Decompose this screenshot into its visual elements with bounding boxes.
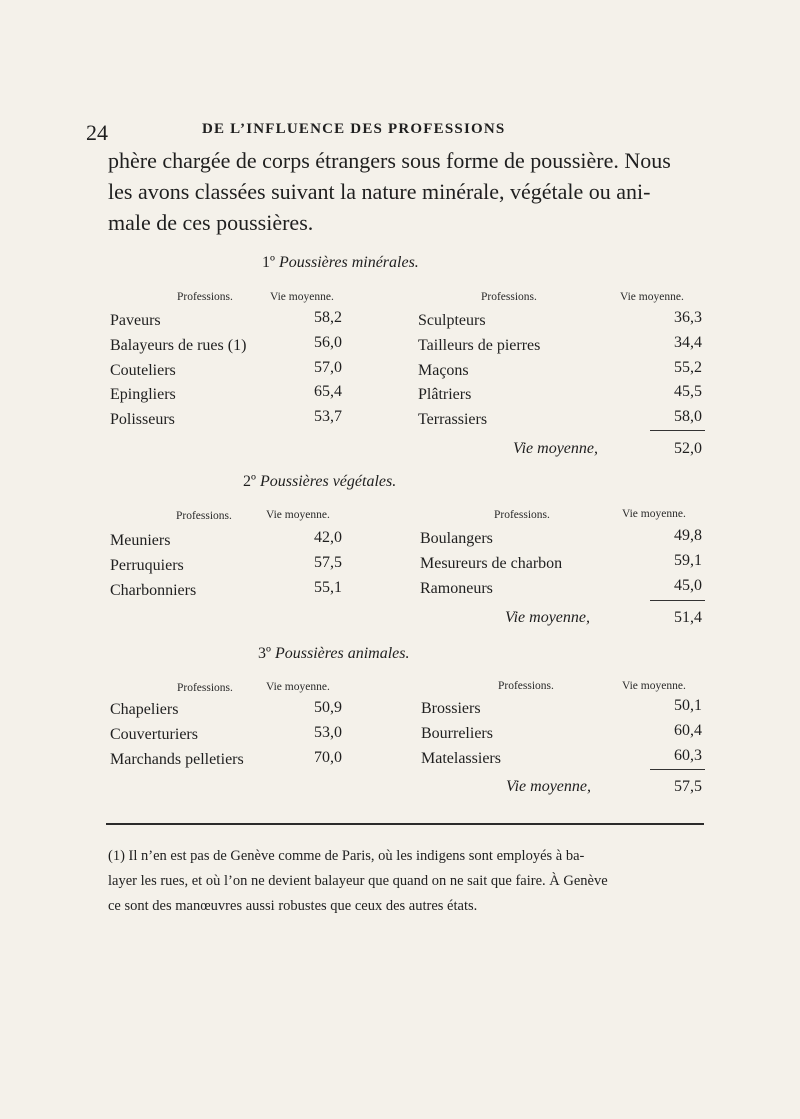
s2-right-header-professions: Professions. — [494, 509, 550, 521]
s1-sum-rule — [650, 430, 705, 431]
s3-right-name: Bourreliers — [421, 725, 493, 742]
s3-left-value: 50,9 — [314, 699, 342, 716]
intro-line-1: phère chargée de corps étrangers sous forme de poussière. Nous — [108, 148, 671, 173]
s2-average-value: 51,4 — [674, 609, 702, 626]
footnote-line-1: (1) Il n’en est pas de Genève comme de Paris, où les indigens sont employés à ba- — [108, 848, 585, 864]
s1-left-value: 53,7 — [314, 408, 342, 425]
s1-right-name: Sculpteurs — [418, 312, 486, 329]
s1-average — [513, 440, 598, 458]
s2-left-name: Charbonniers — [110, 582, 197, 599]
s3-right-name: Brossiers — [421, 700, 481, 717]
intro-line-3: male de ces poussières. — [108, 210, 314, 235]
s3-right-header-vie: Vie moyenne. — [622, 680, 686, 692]
s3-right-value: 60,3 — [674, 747, 702, 764]
s1-left-value: 57,0 — [314, 359, 342, 376]
s3-right-header-professions: Professions. — [498, 680, 554, 692]
s3-left-header-vie: Vie moyenne. — [266, 681, 330, 693]
s2-right-name: Boulangers — [420, 530, 493, 547]
s1-right-name: Tailleurs de pierres — [418, 337, 541, 354]
s1-left-name: Paveurs — [110, 312, 161, 329]
s1-average-label: Vie moyenne, — [513, 440, 598, 457]
s3-right-value: 60,4 — [674, 722, 702, 739]
s2-right-value: 49,8 — [674, 527, 702, 544]
s3-average-value: 57,5 — [674, 778, 702, 795]
section-2-title-text: Poussières végétales. — [259, 473, 397, 490]
s3-left-value: 53,0 — [314, 724, 342, 741]
s1-right-value: 55,2 — [674, 359, 702, 376]
s3-right-value: 50,1 — [674, 697, 702, 714]
s2-right-name: Mesureurs de charbon — [420, 555, 563, 572]
s1-right-value: 34,4 — [674, 334, 702, 351]
s2-sum-rule — [650, 600, 705, 601]
section-1-number: 1º — [262, 254, 275, 271]
s3-left-name: Marchands pelletiers — [110, 751, 244, 768]
s2-left-value: 42,0 — [314, 529, 342, 546]
s2-left-name: Meuniers — [110, 532, 171, 549]
s3-left-name: Chapeliers — [110, 701, 179, 718]
section-3-title-text: Poussières animales. — [274, 645, 410, 662]
intro-line-2: les avons classées suivant la nature minérale, végétale ou ani- — [108, 179, 651, 204]
s1-right-header-professions: Professions. — [481, 291, 537, 303]
section-2-title — [243, 473, 396, 491]
s2-left-value: 55,1 — [314, 579, 342, 596]
s1-left-value: 65,4 — [314, 383, 342, 400]
running-header: DE L’INFLUENCE DES PROFESSIONS — [202, 121, 506, 137]
s2-right-header-vie: Vie moyenne. — [622, 508, 686, 520]
s1-average-value: 52,0 — [674, 440, 702, 457]
s2-left-header-professions: Professions. — [176, 510, 232, 522]
s1-left-header-vie: Vie moyenne. — [270, 291, 334, 303]
s1-right-name: Plâtriers — [418, 386, 472, 403]
page-number: 24 — [86, 120, 108, 145]
footnote-line-2: layer les rues, et où l’on ne devient balayeur que quand on ne sait que faire. À Genève — [108, 873, 608, 889]
s2-right-value: 59,1 — [674, 552, 702, 569]
section-1-title — [262, 254, 419, 272]
s1-left-name: Polisseurs — [110, 411, 175, 428]
s2-average — [505, 609, 590, 627]
s1-left-name: Couteliers — [110, 362, 176, 379]
s2-left-name: Perruquiers — [110, 557, 184, 574]
s3-average — [506, 778, 591, 796]
s1-right-value: 45,5 — [674, 383, 702, 400]
s1-right-name: Maçons — [418, 362, 469, 379]
s3-average-label: Vie moyenne, — [506, 778, 591, 795]
s1-right-header-vie: Vie moyenne. — [620, 291, 684, 303]
s1-left-value: 56,0 — [314, 334, 342, 351]
footnote-line-3: ce sont des manœuvres aussi robustes que ceux des autres états. — [108, 898, 478, 914]
footnote-separator — [106, 823, 704, 825]
s3-left-name: Couverturiers — [110, 726, 198, 743]
s2-left-value: 57,5 — [314, 554, 342, 571]
s1-right-value: 58,0 — [674, 408, 702, 425]
s3-left-header-professions: Professions. — [177, 682, 233, 694]
s2-right-value: 45,0 — [674, 577, 702, 594]
s1-left-value: 58,2 — [314, 309, 342, 326]
section-1-title-text: Poussières minérales. — [278, 254, 419, 271]
s1-left-name: Epingliers — [110, 386, 176, 403]
s1-right-name: Terrassiers — [418, 411, 488, 428]
s1-left-header-professions: Professions. — [177, 291, 233, 303]
section-2-number: 2º — [243, 473, 256, 490]
s2-left-header-vie: Vie moyenne. — [266, 509, 330, 521]
section-3-title — [258, 645, 409, 663]
s1-right-value: 36,3 — [674, 309, 702, 326]
s3-right-name: Matelassiers — [421, 750, 501, 767]
s2-right-name: Ramoneurs — [420, 580, 493, 597]
s2-average-label: Vie moyenne, — [505, 609, 590, 626]
s3-left-value: 70,0 — [314, 749, 342, 766]
s1-left-name: Balayeurs de rues (1) — [110, 337, 247, 354]
s3-sum-rule — [650, 769, 705, 770]
section-3-number: 3º — [258, 645, 271, 662]
